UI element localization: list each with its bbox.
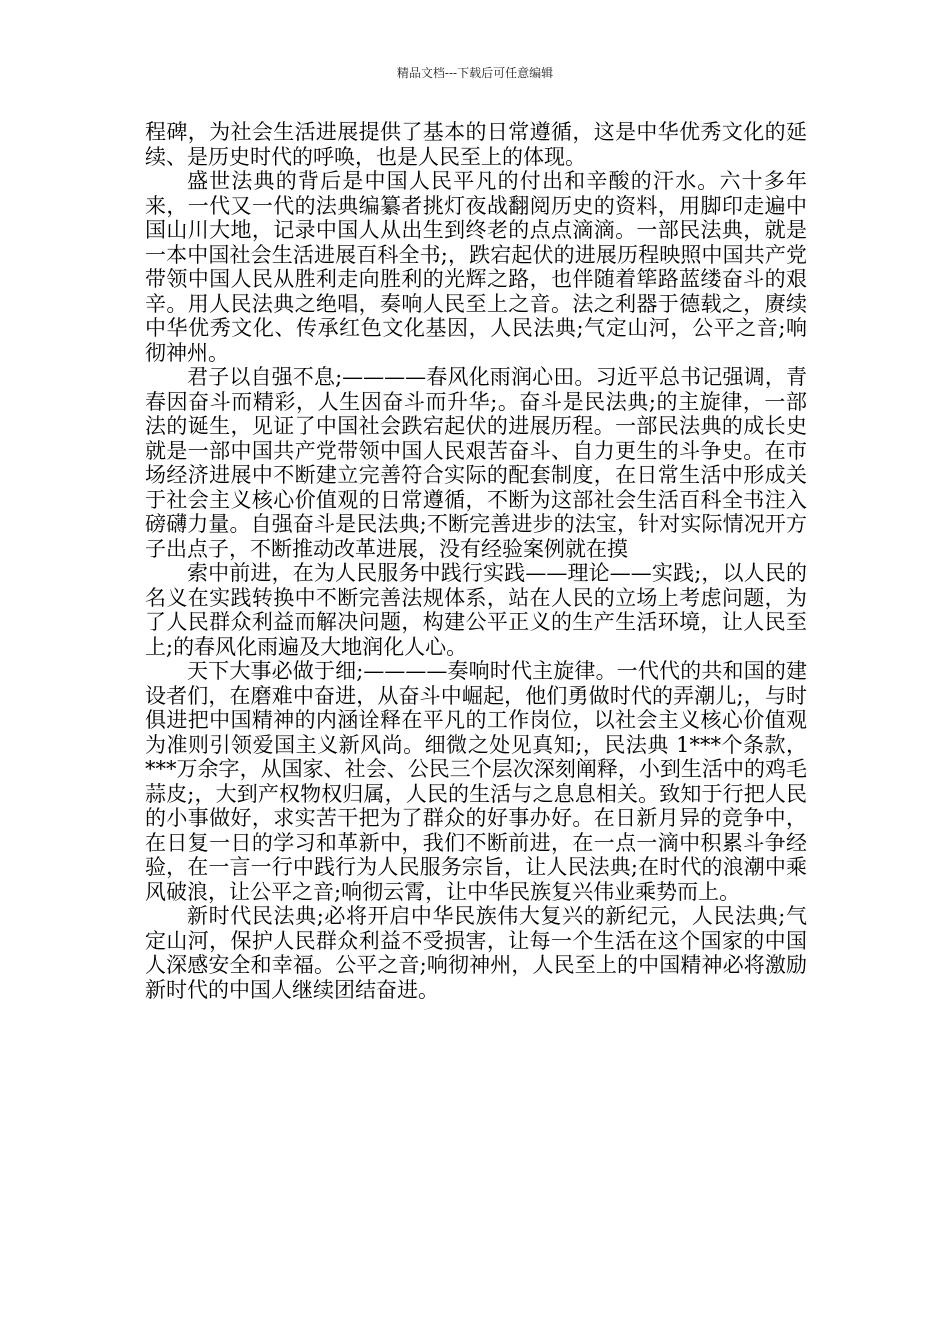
paragraph-3: 君子以自强不息;————春风化雨润心田。习近平总书记强调，青春因奋斗而精彩，人生因奋斗而升华;。奋斗是民法典;的主旋律，一部法的诞生，见证了中国社会跌宕起伏的进展历程。一部民法典的成长史就是一部中国共产党带领中国人民艰苦奋斗、自力更生的斗争史。在市场经济进展中不断建立完善符合实际的配套制度，在日常生活中形成关于社会主义核心价值观的日常遵循，不断为这部社会生活百科全书注入磅礴力量。自强奋斗是民法典;不断完善进步的法宝，针对实际情况开方子出点子，不断推动改革进展，没有经验案例就在摸 [145, 365, 807, 561]
document-body [145, 120, 807, 1002]
paragraph-5: 天下大事必做于细;————奏响时代主旋律。一代代的共和国的建设者们，在磨难中奋进，从奋斗中崛起，他们勇做时代的弄潮儿;，与时俱进把中国精神的内涵诠释在平凡的工作岗位，以社会主义核心价值观为准则引领爱国主义新风尚。细微之处见真知;，民法典 1***个条款，***万余字，从国家、社会、公民三个层次深刻阐释，小到生活中的鸡毛蒜皮;，大到产权物权归属，人民的生活与之息息相关。致知于行把人民的小事做好，求实苦干把为了群众的好事办好。在日新月异的竞争中，在日复一日的学习和革新中，我们不断前进，在一点一滴中积累斗争经验，在一言一行中践行为人民服务宗旨，让人民法典;在时代的浪潮中乘风破浪，让公平之音;响彻云霄，让中华民族复兴伟业乘势而上。 [145, 659, 807, 904]
page-header: 精品文档---下载后可任意编辑 [396, 66, 554, 80]
paragraph-1: 程碑，为社会生活进展提供了基本的日常遵循，这是中华优秀文化的延续、是历史时代的呼唤，也是人民至上的体现。 [145, 120, 807, 169]
paragraph-4: 索中前进，在为人民服务中践行实践——理论——实践;，以人民的名义在实践转换中不断完善法规体系，站在人民的立场上考虑问题，为了人民群众利益而解决问题，构建公平正义的生产生活环境，让人民至上;的春风化雨遍及大地润化人心。 [145, 561, 807, 659]
paragraph-6: 新时代民法典;必将开启中华民族伟大复兴的新纪元，人民法典;气定山河，保护人民群众利益不受损害，让每一个生活在这个国家的中国人深感安全和幸福。公平之音;响彻神州，人民至上的中国精神必将激励新时代的中国人继续团结奋进。 [145, 904, 807, 1002]
paragraph-2: 盛世法典的背后是中国人民平凡的付出和辛酸的汗水。六十多年来，一代又一代的法典编纂者挑灯夜战翻阅历史的资料，用脚印走遍中国山川大地，记录中国人从出生到终老的点点滴滴。一部民法典，就是一本中国社会生活进展百科全书;，跌宕起伏的进展历程映照中国共产党带领中国人民从胜利走向胜利的光辉之路，也伴随着筚路蓝缕奋斗的艰辛。用人民法典之绝唱，奏响人民至上之音。法之利器于德载之，赓续中华优秀文化、传承红色文化基因，人民法典;气定山河，公平之音;响彻神州。 [145, 169, 807, 365]
